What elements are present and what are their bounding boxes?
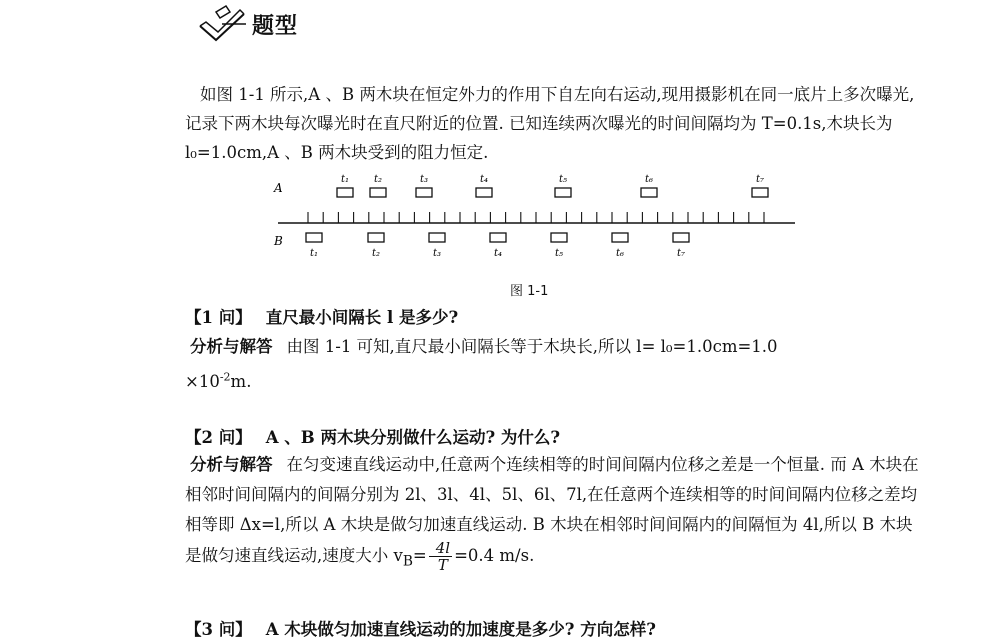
problem-statement: 如图 1-1 所示,A 、B 两木块在恒定外力的作用下自左向右运动,现用摄影机在同一底片上多次曝光,记录下两木块每次曝光时在直尺附近的位置. 已知连续两次曝光的时间间隔均为 T=0.1s,木块长为 l₀=1.0cm,A 、B 两木块受到的阻力恒定. — [185, 85, 915, 162]
row-a-label: A — [274, 181, 283, 195]
b-block — [673, 233, 689, 242]
question-2-text: A 、B 两木块分别做什么运动? 为什么? — [265, 428, 561, 447]
answer-1 — [185, 332, 920, 397]
speed-subscript: B — [402, 553, 413, 570]
question-1 — [185, 304, 458, 328]
speed-fraction: $\frac{4l}{T}$ — [429, 540, 452, 573]
question-3-label: 【3 问】 — [185, 620, 252, 639]
ruler-ticks — [308, 212, 764, 223]
b-time-label: t₂ — [372, 248, 381, 259]
b-time-label: t₇ — [677, 248, 686, 259]
speed-value: =0.4 m/s. — [454, 546, 535, 565]
pencil-check-icon — [196, 4, 248, 44]
a-time-label: t₆ — [645, 174, 654, 185]
a-block — [641, 188, 657, 197]
b-block — [429, 233, 445, 242]
section-heading — [196, 4, 298, 44]
b-block — [490, 233, 506, 242]
answer-2: 分析与解答 在匀变速直线运动中,任意两个连续相等的时间间隔内位移之差是一个恒量. 而 A 木块在相邻时间间隔内的间隔分别为 2l、3l、4l、5l、6l、7l,在任意两个连续相等的时间间隔内位移之差均相等即 Δx=l,所以 A 木块是做匀加速直线运动. B 木块在相邻时间间隔内的间隔恒为 4l,所以 B 木块是做匀速直线运动,速度大小 $v_B=$ $\frac{4l}{T}$ =0.4 m/s. — [185, 455, 919, 574]
a-block — [476, 188, 492, 197]
b-block — [551, 233, 567, 242]
b-block — [368, 233, 384, 242]
answer-1-cont: $\times 10^{-2}m$. — [185, 370, 252, 391]
block-a-positions — [337, 174, 768, 197]
figure-1-1 — [270, 168, 810, 282]
answer-1-text: 由图 1-1 可知,直尺最小间隔长等于木块长,所以 l= l₀=1.0cm=1.0 — [286, 337, 778, 356]
a-time-label: t₇ — [756, 174, 765, 185]
answer-1-label: 分析与解答 — [190, 337, 273, 356]
question-2-label: 【2 问】 — [185, 428, 252, 447]
figure-caption: 图 1-1 — [510, 284, 549, 299]
question-1-label: 【1 问】 — [185, 308, 252, 327]
b-time-label: t₁ — [310, 248, 319, 259]
a-time-label: t₂ — [374, 174, 383, 185]
question-3 — [185, 616, 656, 640]
b-time-label: t₃ — [433, 248, 442, 259]
b-time-label: t₆ — [616, 248, 625, 259]
question-2 — [185, 424, 560, 448]
a-block — [416, 188, 432, 197]
a-time-label: t₅ — [559, 174, 568, 185]
question-1-text: 直尺最小间隔长 l 是多少? — [265, 308, 459, 327]
b-block — [306, 233, 322, 242]
ruler-diagram — [270, 168, 810, 278]
b-time-label: t₅ — [555, 248, 564, 259]
a-time-label: t₃ — [420, 174, 429, 185]
a-time-label: t₁ — [341, 174, 350, 185]
a-time-label: t₄ — [480, 174, 489, 185]
a-block — [752, 188, 768, 197]
answer-2-text: 在匀变速直线运动中,任意两个连续相等的时间间隔内位移之差是一个恒量. 而 A 木块在相邻时间间隔内的间隔分别为 2l、3l、4l、5l、6l、7l,在任意两个连续相等的时间间隔内位移之差均相等即 Δx=l,所以 A 木块是做匀加速直线运动. B 木块在相邻时间间隔内的间隔恒为 4l,所以 B 木块是做匀速直线运动,速度大小 v — [185, 455, 919, 565]
a-block — [337, 188, 353, 197]
a-block — [370, 188, 386, 197]
answer-2-label: 分析与解答 — [190, 455, 273, 474]
section-title: 题型 — [252, 12, 299, 39]
a-block — [555, 188, 571, 197]
question-3-text: A 木块做匀加速直线运动的加速度是多少? 方向怎样? — [265, 620, 656, 639]
block-b-positions — [306, 233, 689, 259]
b-time-label: t₄ — [494, 248, 503, 259]
row-b-label: B — [274, 234, 283, 248]
b-block — [612, 233, 628, 242]
